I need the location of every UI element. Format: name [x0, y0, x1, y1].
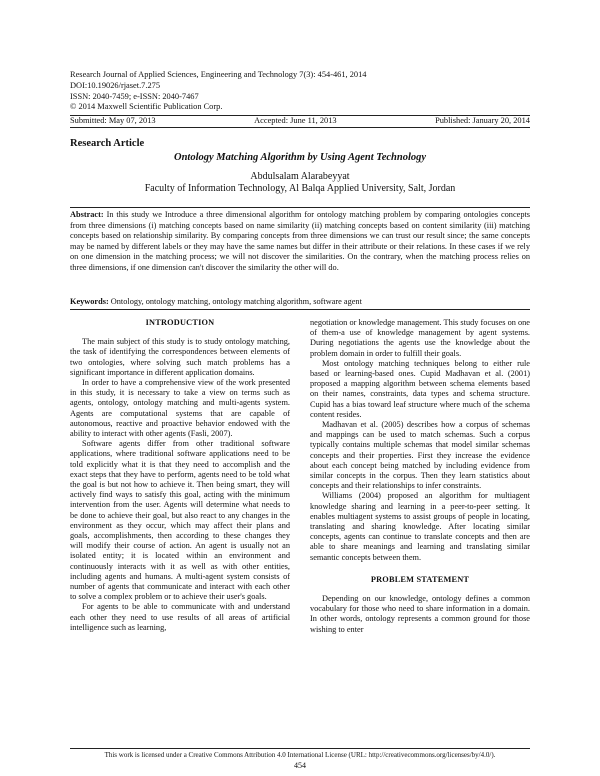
- author: Abdulsalam Alarabeyyat: [250, 171, 350, 182]
- affiliation: Faculty of Information Technology, Al Balqa Applied University, Salt, Jordan: [144, 183, 456, 194]
- keywords-label: Keywords:: [70, 297, 109, 306]
- abstract-text: In this study we Introduce a three dimensional algorithm for ontology matching problem by comparing ontologies concepts from three dimensions (i) matching concepts based on name similarity (ii) matching concepts based on content similarity (iii) matching concepts based on relationship similarity. By comparing concepts from three dimensions we can trust our result since; the same concepts may be named by different labels or they may have the same names but differ in their attribute or their relations. In these cases if we rely on one dimension in the matching process; we will not discover the similarities. On the contrary, when the matching process relies on three dimensions, if one dimension can't discover the similarity the other will do.: [70, 210, 530, 272]
- section-heading-problem-statement: PROBLEM STATEMENT: [370, 574, 470, 584]
- paragraph: In order to have a comprehensive view of the work presented in this study, it is necessary to take a view on terms such as agents, ontology, ontology matching and multi-agents system. Agents are computational systems that are capable of autonomous, reactive and proactive behavior endowed with the ability to interact with other agents (Fasli, 2007).: [70, 378, 290, 439]
- article-type: Research Article: [70, 138, 145, 149]
- dates-rule: [70, 127, 530, 128]
- footer-rule: [70, 748, 530, 749]
- journal-info: [70, 70, 367, 113]
- accepted-date: Accepted: June 11, 2013: [254, 116, 337, 125]
- dates-row: [70, 116, 530, 125]
- paragraph: Depending on our knowledge, ontology defines a common vocabulary for those who need to share information in a domain. In other words, ontology represents a common ground for those wishing to enter: [310, 594, 530, 634]
- right-column: [310, 318, 530, 635]
- submitted-date: Submitted: May 07, 2013: [70, 116, 156, 125]
- abstract-label: Abstract:: [70, 210, 104, 219]
- abstract-top-rule: [70, 207, 530, 208]
- abstract: [70, 210, 530, 274]
- keywords-rule: [70, 309, 530, 310]
- paragraph: The main subject of this study is to study ontology matching, the task of identifying the correspondences between elements of two ontologies, where solving such match problems has a significant importance in different application domains.: [70, 337, 290, 377]
- paragraph: Most ontology matching techniques belong to either rule based or learning-based ones. Cupid Madhavan et al. (2001) proposed a mapping algorithm between schema elements based on their names, constraints, data types and schema structure. Cupid has a bias toward leaf structure where much of the schema content resides.: [310, 358, 530, 419]
- left-column: [70, 318, 290, 633]
- keywords: [70, 297, 530, 308]
- paragraph: negotiation or knowledge management. This study focuses on one of them-a use of knowledge management by agent systems. During negotiations the agents use the knowledge about the problem domain in order to fulfill their goals.: [310, 318, 530, 358]
- paragraph: Software agents differ from other traditional software applications, where traditional software applications need to be told explicitly what it is that they need to accomplish and the exact steps that they have to perform, agents need to be told what the goal is but not how to achieve it. Then being smart, they will actively find ways to satisfy this goal, acting with the minimum intervention from the user. Agents will determine what needs to be done to achieve their goal, but also react to any changes in the environment as they occur, which may affect their plans and goals, accomplishments, then according to these changes they will modify their course of action. An agent is usually not an isolated entity; it is located within an environment and continuously interacts with it as well as with other entities, including agents and humans. A multi-agent system consists of number of agents that communicate and interact with each other to solve a complex problem or to achieve their user's goals.: [70, 439, 290, 602]
- paragraph: Williams (2004) proposed an algorithm for multiagent knowledge sharing and learning in a peer-to-peer setting. It enables multiagent systems to assist groups of people in locating, translating and sharing knowledge. After locating similar concepts, agents can continue to translate concepts and then are able to share meanings and learning and translating similar semantic concepts between them.: [310, 491, 530, 562]
- doi: DOI:10.19026/rjaset.7.275: [70, 80, 161, 90]
- published-date: Published: January 20, 2014: [435, 116, 530, 125]
- page-number: 454: [294, 761, 306, 770]
- keywords-text: Ontology, ontology matching, ontology matching algorithm, software agent: [110, 297, 362, 306]
- copyright: © 2014 Maxwell Scientific Publication Corp.: [70, 102, 223, 112]
- issn: ISSN: 2040-7459; e-ISSN: 2040-7467: [70, 91, 199, 101]
- journal-citation: Research Journal of Applied Sciences, Engineering and Technology 7(3): 454-461, 2014: [70, 70, 367, 79]
- paragraph: For agents to be able to communicate with and understand each other they need to use results of all areas of artificial intelligence such as learning,: [70, 602, 290, 632]
- article-title: Ontology Matching Algorithm by Using Agent Technology: [173, 152, 427, 163]
- license-notice: This work is licensed under a Creative Commons Attribution 4.0 International License (URL: http://creativecommons.org/licenses/by/4.0/).: [104, 751, 496, 759]
- paragraph: Madhavan et al. (2005) describes how a corpus of schemas and mappings can be used to match schemas. Such a corpus typically contains multiple schemas that model similar schemas concepts and their properties. First they increase the evidence about each concept being matched by including evidence from similar concepts in the corpus. Then they learn statistics about concepts and their relationships to infer constraints.: [310, 420, 530, 491]
- section-heading-introduction: INTRODUCTION: [145, 318, 215, 327]
- top-rule: [70, 115, 530, 116]
